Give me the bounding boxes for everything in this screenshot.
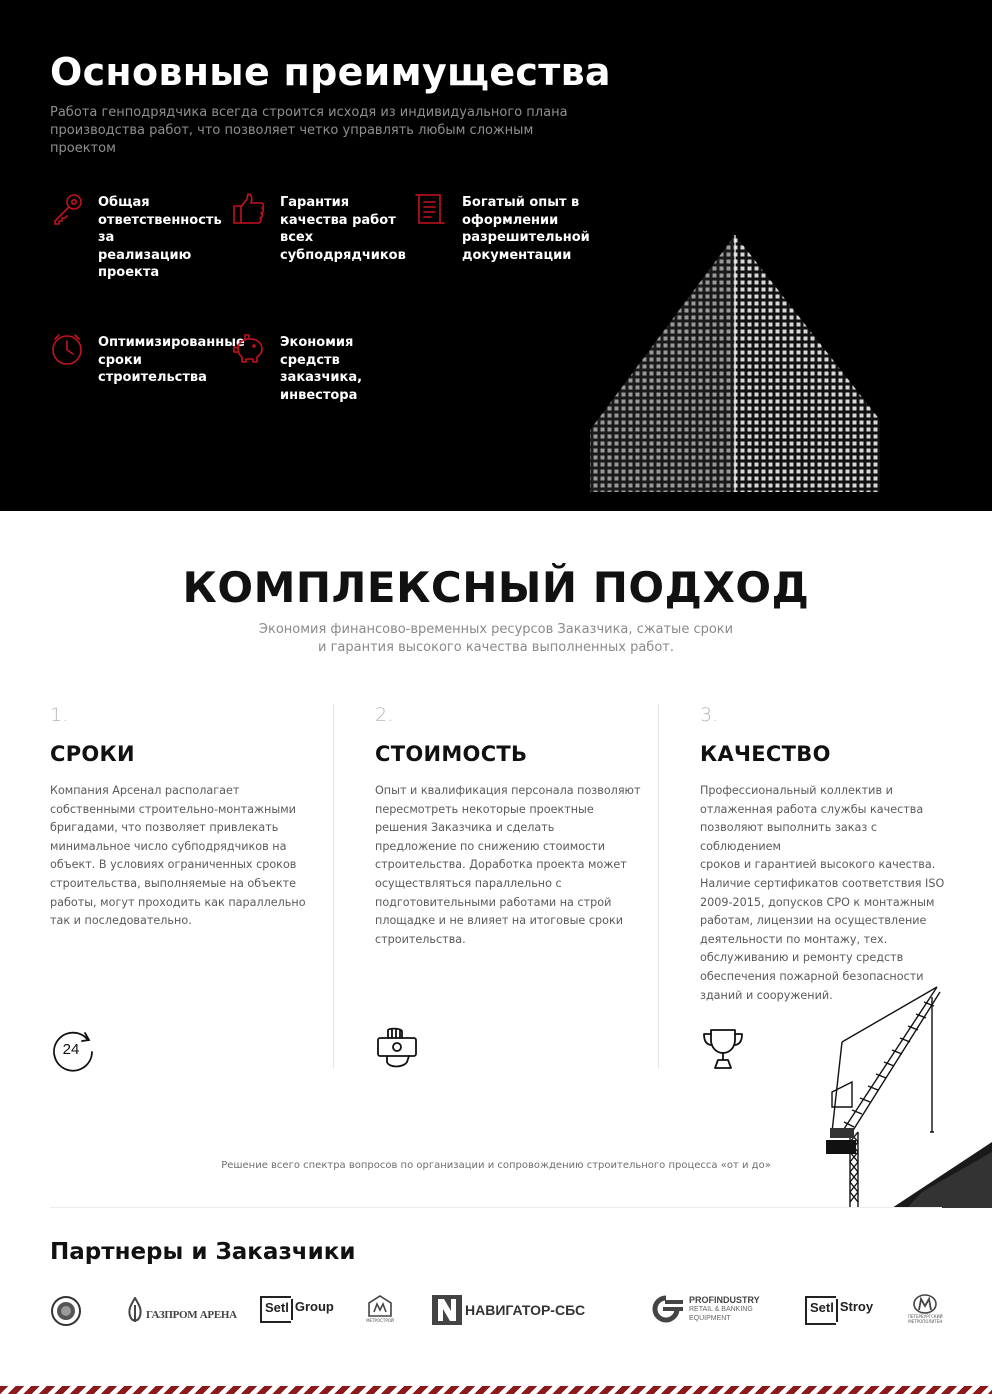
feature-text: Оптимизированные сроки строительства <box>98 335 245 385</box>
24-hours-icon <box>50 1026 96 1072</box>
partner-logo-setl-stroy[interactable] <box>805 1296 873 1325</box>
feature-text: Общая ответственность за реализацию проекта <box>98 195 222 280</box>
feature-optimized-terms <box>50 334 245 387</box>
emblem-icon <box>50 1295 82 1327</box>
setl-group-text: Group <box>291 1299 334 1320</box>
navigator-icon <box>432 1295 462 1325</box>
column-text: Опыт и квалификация персонала позволяют пересмотреть некоторые проектные решения Заказчика и сделать предложение по снижению стоимости строительства. Доработка проекта может осуществляться параллельно с подготовительными работами на строй площадке и не влияет на итоговые сроки строительства. <box>375 784 641 946</box>
column-divider <box>333 704 334 1068</box>
flame-icon <box>126 1297 144 1323</box>
column-text: Компания Арсенал располагает собственными строительно-монтажными бригадами, что позволяет привлекать минимальное число субподрядчиков на объект. В условиях ограниченных сроков строительства, выполняемые на объекте работы, могут проходить как параллельно так и последовательно. <box>50 784 306 928</box>
advantages-title: Основные преимущества <box>50 50 611 94</box>
partner-logo-setl-group[interactable] <box>260 1296 334 1323</box>
metrostroy-text: МЕТРОСТРОЙ <box>366 1318 394 1323</box>
feature-savings <box>232 334 412 404</box>
partner-logo-emblem[interactable] <box>50 1295 82 1327</box>
feature-responsibility <box>50 194 230 282</box>
crane-image <box>812 982 992 1208</box>
key-icon <box>50 192 84 226</box>
metro-text-2: МЕТРОПОЛИТЕН <box>908 1319 943 1324</box>
bottom-decorative-stripe <box>0 1386 992 1394</box>
partner-logo-metrostroy[interactable] <box>366 1294 394 1323</box>
approach-column-cost <box>375 704 645 949</box>
column-title: СТОИМОСТЬ <box>375 742 528 766</box>
feature-quality-guarantee <box>232 194 412 264</box>
column-text: Профессиональный коллектив и отлаженная работа службы качества позволяют выполнить заказ с соблюдением сроков и гарантией высокого качества. Наличие сертификатов соответствия ISO 2009-2015, допусков СРО к монтажным работам, лицензии на осуществление деятельности по монтажу, тех. обслуживанию и ремонту средств обеспечения пожарной безопасности зданий и сооружений. <box>700 784 945 1002</box>
metrostroy-icon <box>366 1294 394 1318</box>
advantages-subtitle: Работа генподрядчика всегда строится исходя из индивидуального плана производства работ, что позволяет четко управлять любым сложным проектом <box>50 105 568 156</box>
setl-stroy-box: Setl <box>805 1296 836 1325</box>
column-number: 2. <box>375 704 394 726</box>
column-title: СРОКИ <box>50 742 135 766</box>
trophy-icon <box>700 1026 746 1072</box>
approach-footer-note: Решение всего спектра вопросов по организации и сопровождению строительного процесса «от и до» <box>221 1160 771 1171</box>
metro-icon <box>912 1294 938 1314</box>
section-divider <box>50 1207 942 1208</box>
feature-text: Экономия средств заказчика, инвестора <box>280 335 363 403</box>
column-number: 3. <box>700 704 719 726</box>
partner-logo-metro[interactable] <box>908 1294 943 1324</box>
profindustry-icon <box>647 1294 685 1324</box>
setl-stroy-text: Stroy <box>836 1299 873 1322</box>
approach-title: КОМПЛЕКСНЫЙ ПОДХОД <box>182 563 810 612</box>
money-hand-icon <box>375 1026 421 1072</box>
svg-text:24: 24 <box>62 1041 80 1058</box>
gazprom-arena-text: ГАЗПРОМ АРЕНА <box>146 1309 237 1321</box>
navigator-text: НАВИГАТОР-СБС <box>465 1302 586 1318</box>
approach-subtitle: Экономия финансово-временных ресурсов Заказчика, сжатые сроки и гарантия высокого качества выполненных работ. <box>258 622 734 655</box>
column-title: КАЧЕСТВО <box>700 742 831 766</box>
profindustry-text: PROFINDUSTRY RETAIL & BANKING EQUIPMENT <box>689 1294 760 1322</box>
clock-icon <box>50 332 84 366</box>
building-image <box>585 230 885 495</box>
partner-logo-navigator[interactable] <box>432 1295 585 1325</box>
thumbs-up-icon <box>232 192 266 226</box>
piggy-bank-icon <box>232 332 266 366</box>
feature-documentation <box>414 194 594 264</box>
column-divider <box>658 704 659 1068</box>
column-number: 1. <box>50 704 69 726</box>
partners-title: Партнеры и Заказчики <box>50 1239 356 1265</box>
partner-logo-profindustry[interactable] <box>647 1294 760 1324</box>
partner-logo-gazprom-arena[interactable] <box>126 1297 237 1323</box>
feature-text: Богатый опыт в оформлении разрешительной документации <box>462 195 590 263</box>
approach-column-terms <box>50 704 320 931</box>
metro-text-1: ПЕТЕРБУРГСКИЙ <box>908 1314 943 1319</box>
advantages-section <box>0 0 992 511</box>
approach-column-quality <box>700 704 950 1005</box>
feature-text: Гарантия качества работ всех субподрядчиков <box>280 195 406 263</box>
document-icon <box>414 192 448 226</box>
setl-group-box: Setl <box>260 1296 291 1323</box>
